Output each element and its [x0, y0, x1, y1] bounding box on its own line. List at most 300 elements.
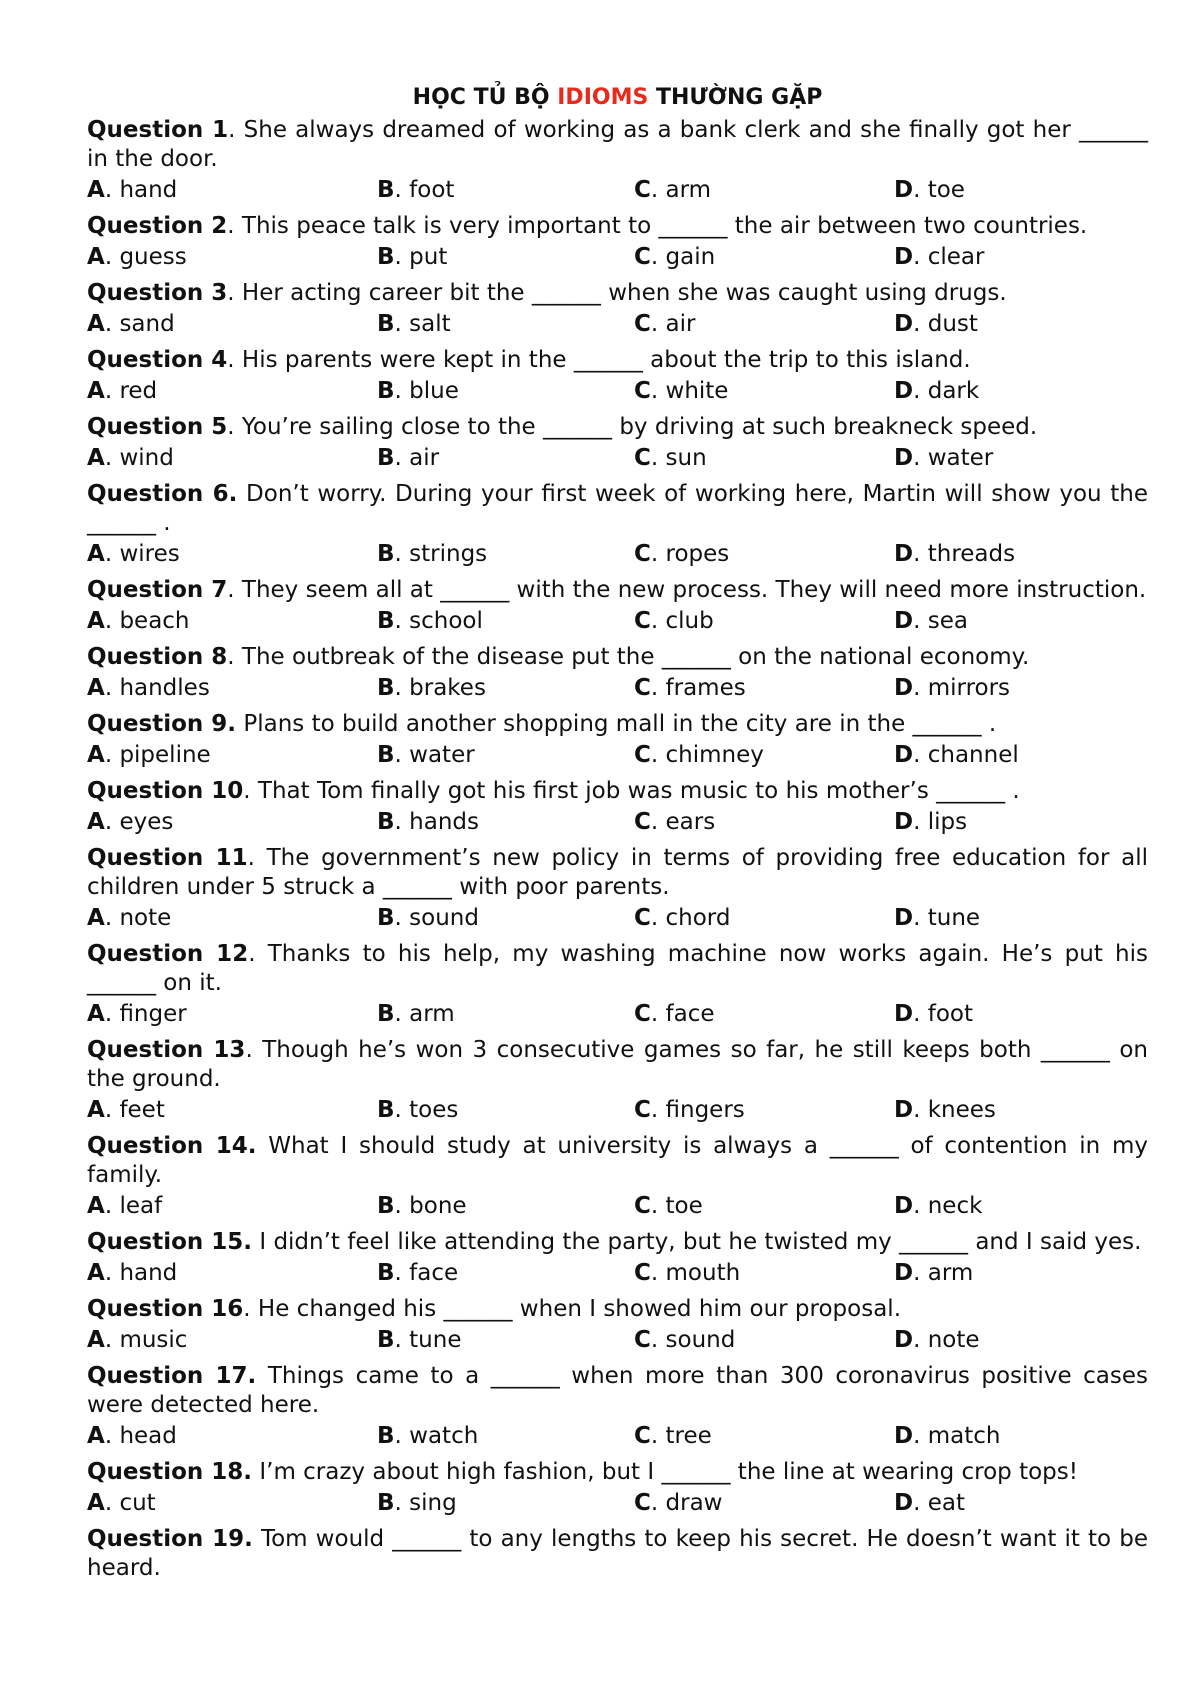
answer-option [377, 741, 634, 770]
option-text: gain [665, 244, 716, 270]
answer-option [87, 444, 377, 473]
option-text: eat [927, 1490, 965, 1516]
answer-option [87, 808, 377, 837]
answer-option [894, 1096, 1144, 1125]
option-letter: D [894, 809, 914, 835]
answer-option [894, 607, 1144, 636]
option-text: watch [409, 1423, 479, 1449]
option-text: strings [409, 541, 488, 567]
option-separator: . [913, 675, 928, 701]
option-text: handles [119, 675, 210, 701]
answer-option [377, 1326, 634, 1355]
option-letter: A [87, 541, 105, 567]
option-separator: . [650, 1490, 666, 1516]
answer-options [87, 1259, 1148, 1292]
option-separator: . [394, 1423, 410, 1449]
option-letter: B [377, 905, 395, 931]
answer-options [87, 444, 1148, 477]
answer-option [87, 1422, 377, 1451]
answer-option [377, 1422, 634, 1451]
question-body: His parents were kept in the ______ about the trip to this island. [241, 347, 971, 373]
option-text: tune [927, 905, 981, 931]
question-body: They seem all at ______ with the new process. They will need more instruction. [241, 577, 1147, 603]
option-letter: D [894, 177, 914, 203]
option-text: draw [665, 1490, 723, 1516]
option-separator: . [394, 905, 410, 931]
option-separator: . [913, 177, 928, 203]
option-letter: C [634, 1193, 651, 1219]
question-separator: . [227, 280, 242, 306]
option-letter: A [87, 742, 105, 768]
answer-options [87, 674, 1148, 707]
option-text: arm [927, 1260, 974, 1286]
question-separator: . [227, 347, 242, 373]
answer-option [894, 310, 1144, 339]
option-letter: D [894, 1097, 914, 1123]
option-text: white [665, 378, 729, 404]
answer-option [634, 1259, 894, 1288]
answer-options [87, 1489, 1148, 1522]
title-prefix: HỌC TỦ BỘ [412, 85, 558, 110]
answer-option [894, 674, 1144, 703]
option-letter: C [634, 608, 651, 634]
answer-options [87, 310, 1148, 343]
question-separator: . [227, 644, 242, 670]
option-text: bone [409, 1193, 467, 1219]
option-letter: D [894, 1490, 914, 1516]
option-letter: B [377, 1423, 395, 1449]
question-body: Thanks to his help, my washing machine now works again. He’s put his ______ on it. [87, 941, 1149, 996]
option-letter: D [894, 1260, 914, 1286]
question-body: Plans to build another shopping mall in the city are in the ______ . [243, 711, 997, 737]
option-separator: . [913, 742, 928, 768]
option-text: pipeline [119, 742, 211, 768]
question-text [87, 1458, 1148, 1487]
option-text: red [119, 378, 158, 404]
option-letter: B [377, 1327, 395, 1353]
option-separator: . [650, 1423, 666, 1449]
answer-option [634, 377, 894, 406]
option-separator: . [104, 1260, 120, 1286]
question-separator: . [243, 778, 258, 804]
option-text: ears [665, 809, 716, 835]
option-separator: . [394, 1490, 410, 1516]
answer-option [377, 674, 634, 703]
option-separator: . [394, 311, 410, 337]
answer-option [634, 808, 894, 837]
option-separator: . [394, 378, 410, 404]
answer-option [894, 1259, 1144, 1288]
option-letter: B [377, 1490, 395, 1516]
option-separator: . [650, 1260, 666, 1286]
answer-options [87, 1326, 1148, 1359]
option-separator: . [394, 1193, 410, 1219]
answer-option [894, 808, 1144, 837]
answer-option [87, 1192, 377, 1221]
option-separator: . [394, 244, 410, 270]
question-text [87, 1228, 1148, 1257]
option-letter: A [87, 244, 105, 270]
option-letter: D [894, 1193, 914, 1219]
answer-option [894, 243, 1144, 272]
answer-option [634, 904, 894, 933]
answer-option [87, 310, 377, 339]
option-text: lips [927, 809, 968, 835]
option-letter: B [377, 1097, 395, 1123]
option-text: beach [119, 608, 190, 634]
question-body: This peace talk is very important to ______ the air between two countries. [241, 213, 1088, 239]
answer-option [894, 741, 1144, 770]
option-text: hand [119, 177, 178, 203]
answer-options [87, 540, 1148, 573]
question-label: Question 9. [87, 711, 237, 737]
answer-option [894, 904, 1144, 933]
option-separator: . [394, 541, 410, 567]
option-separator: . [913, 311, 928, 337]
option-text: club [665, 608, 714, 634]
answer-option [634, 310, 894, 339]
option-text: face [665, 1001, 715, 1027]
answer-option [377, 310, 634, 339]
question-body: The outbreak of the disease put the ______ on the national economy. [241, 644, 1030, 670]
option-letter: D [894, 311, 914, 337]
option-separator: . [104, 177, 120, 203]
option-separator: . [650, 445, 666, 471]
option-text: foot [927, 1001, 973, 1027]
answer-option [377, 607, 634, 636]
option-letter: C [634, 1490, 651, 1516]
option-separator: . [394, 1260, 410, 1286]
question-label: Question 14. [87, 1133, 257, 1159]
option-separator: . [913, 1327, 928, 1353]
option-letter: B [377, 675, 395, 701]
option-separator: . [913, 445, 928, 471]
option-text: foot [409, 177, 455, 203]
option-text: brakes [409, 675, 486, 701]
answer-option [634, 444, 894, 473]
question-label: Question 5 [87, 414, 228, 440]
option-separator: . [104, 1327, 120, 1353]
answer-option [634, 540, 894, 569]
option-text: blue [409, 378, 459, 404]
answer-option [87, 674, 377, 703]
question-separator: . [243, 1296, 258, 1322]
question-body: Tom would ______ to any lengths to keep his secret. He doesn’t want it to be heard. [87, 1526, 1148, 1581]
question-separator [253, 1526, 261, 1552]
option-separator: . [650, 311, 666, 337]
question-separator: . [227, 577, 242, 603]
answer-option [894, 1192, 1144, 1221]
answer-option [634, 741, 894, 770]
option-letter: A [87, 1001, 105, 1027]
question-separator: . [247, 845, 267, 871]
answer-option [87, 540, 377, 569]
option-separator: . [650, 1327, 666, 1353]
option-separator: . [104, 742, 120, 768]
option-letter: B [377, 608, 395, 634]
question-separator: . [245, 1037, 263, 1063]
answer-option [634, 607, 894, 636]
option-text: feet [119, 1097, 165, 1123]
question-label: Question 10 [87, 778, 244, 804]
answer-options [87, 1096, 1148, 1129]
option-letter: A [87, 608, 105, 634]
question-body: I didn’t feel like attending the party, but he twisted my ______ and I said yes. [259, 1229, 1142, 1255]
answer-option [894, 540, 1144, 569]
option-text: music [119, 1327, 188, 1353]
option-text: threads [927, 541, 1016, 567]
option-separator: . [104, 1423, 120, 1449]
option-separator: . [104, 1193, 120, 1219]
option-text: chimney [665, 742, 764, 768]
option-separator: . [650, 1193, 666, 1219]
question-text [87, 480, 1148, 538]
question-text [87, 1525, 1148, 1583]
question-separator [237, 481, 246, 507]
option-letter: B [377, 177, 395, 203]
option-separator: . [394, 177, 410, 203]
option-letter: C [634, 311, 651, 337]
page-title [87, 83, 1148, 113]
option-separator: . [913, 1423, 928, 1449]
question-label: Question 19. [87, 1526, 253, 1552]
option-separator: . [650, 809, 666, 835]
option-text: mouth [665, 1260, 741, 1286]
option-separator: . [913, 1260, 928, 1286]
question-body: She always dreamed of working as a bank clerk and she finally got her ______ in the door. [87, 117, 1149, 172]
option-text: channel [927, 742, 1019, 768]
option-letter: D [894, 742, 914, 768]
option-separator: . [650, 905, 666, 931]
answer-options [87, 243, 1148, 276]
answer-option [87, 607, 377, 636]
answer-options [87, 1422, 1148, 1455]
option-separator: . [913, 608, 928, 634]
question-text [87, 710, 1148, 739]
option-separator: . [104, 675, 120, 701]
option-separator: . [650, 244, 666, 270]
question-body: He changed his ______ when I showed him our proposal. [257, 1296, 902, 1322]
question-body: Though he’s won 3 consecutive games so far, he still keeps both ______ on the ground. [87, 1037, 1149, 1092]
answer-option [894, 1326, 1144, 1355]
option-letter: C [634, 445, 651, 471]
option-text: eyes [119, 809, 174, 835]
option-letter: B [377, 445, 395, 471]
question-body: You’re sailing close to the ______ by driving at such breakneck speed. [241, 414, 1038, 440]
option-text: tune [409, 1327, 462, 1353]
option-text: frames [665, 675, 746, 701]
option-text: air [409, 445, 440, 471]
option-separator: . [394, 742, 410, 768]
option-text: face [409, 1260, 459, 1286]
option-letter: B [377, 244, 395, 270]
answer-option [87, 904, 377, 933]
option-separator: . [394, 1327, 410, 1353]
answer-option [634, 1192, 894, 1221]
answer-options [87, 741, 1148, 774]
option-text: wires [119, 541, 180, 567]
option-text: dust [927, 311, 978, 337]
option-letter: C [634, 1001, 651, 1027]
question-body: Her acting career bit the ______ when she was caught using drugs. [241, 280, 1007, 306]
question-text [87, 777, 1148, 806]
option-text: match [927, 1423, 1001, 1449]
option-letter: C [634, 177, 651, 203]
option-letter: A [87, 1327, 105, 1353]
question-label: Question 2 [87, 213, 228, 239]
question-body: Things came to a ______ when more than 300 coronavirus positive cases were detected here. [87, 1363, 1149, 1418]
question-text [87, 212, 1148, 241]
option-separator: . [394, 809, 410, 835]
option-text: leaf [119, 1193, 163, 1219]
option-separator: . [913, 1490, 928, 1516]
option-letter: B [377, 311, 395, 337]
option-letter: C [634, 1097, 651, 1123]
option-separator: . [104, 244, 120, 270]
option-separator: . [394, 1097, 410, 1123]
option-separator: . [394, 1001, 410, 1027]
question-label: Question 17. [87, 1363, 257, 1389]
option-letter: C [634, 378, 651, 404]
option-letter: D [894, 445, 914, 471]
question-text [87, 844, 1148, 902]
option-separator: . [650, 378, 666, 404]
answer-options [87, 1192, 1148, 1225]
question-body: Don’t worry. During your first week of working here, Martin will show you the ______ . [87, 481, 1148, 536]
answer-option [634, 243, 894, 272]
option-text: toe [665, 1193, 703, 1219]
option-letter: A [87, 1260, 105, 1286]
answer-option [377, 1489, 634, 1518]
option-text: ropes [665, 541, 730, 567]
option-text: arm [665, 177, 712, 203]
option-separator: . [650, 541, 666, 567]
option-letter: B [377, 541, 395, 567]
option-letter: C [634, 742, 651, 768]
answer-option [87, 1326, 377, 1355]
option-letter: C [634, 675, 651, 701]
option-letter: A [87, 177, 105, 203]
question-label: Question 13 [87, 1037, 246, 1063]
option-separator: . [104, 541, 120, 567]
answer-option [894, 1000, 1144, 1029]
answer-option [377, 243, 634, 272]
question-label: Question 18. [87, 1459, 253, 1485]
answer-option [634, 1096, 894, 1125]
option-text: guess [119, 244, 187, 270]
title-accent: IDIOMS [557, 85, 649, 110]
option-separator: . [913, 1097, 928, 1123]
option-separator: . [650, 608, 666, 634]
option-text: toe [927, 177, 965, 203]
option-separator: . [650, 1097, 666, 1123]
option-letter: C [634, 541, 651, 567]
option-letter: A [87, 1490, 105, 1516]
option-letter: A [87, 1097, 105, 1123]
option-text: school [409, 608, 483, 634]
question-label: Question 1 [87, 117, 229, 143]
option-separator: . [104, 378, 120, 404]
question-label: Question 15. [87, 1229, 253, 1255]
answer-option [377, 444, 634, 473]
answer-option [87, 243, 377, 272]
option-separator: . [913, 1193, 928, 1219]
question-label: Question 4 [87, 347, 228, 373]
option-separator: . [104, 1490, 120, 1516]
option-letter: D [894, 675, 914, 701]
option-text: dark [927, 378, 980, 404]
answer-option [894, 377, 1144, 406]
question-text [87, 116, 1148, 174]
question-text [87, 576, 1148, 605]
answer-options [87, 176, 1148, 209]
option-letter: D [894, 1327, 914, 1353]
answer-option [634, 1422, 894, 1451]
answer-options [87, 1000, 1148, 1033]
answer-options [87, 904, 1148, 937]
option-separator: . [650, 177, 666, 203]
answer-option [87, 741, 377, 770]
question-label: Question 8 [87, 644, 228, 670]
option-letter: D [894, 608, 914, 634]
option-separator: . [104, 1097, 120, 1123]
option-letter: D [894, 541, 914, 567]
question-label: Question 16 [87, 1296, 244, 1322]
option-letter: A [87, 311, 105, 337]
option-letter: A [87, 905, 105, 931]
option-letter: C [634, 244, 651, 270]
question-text [87, 1132, 1148, 1190]
answer-option [634, 1000, 894, 1029]
option-separator: . [104, 445, 120, 471]
answer-option [634, 176, 894, 205]
answer-option [894, 176, 1144, 205]
answer-option [377, 1192, 634, 1221]
answer-option [377, 904, 634, 933]
question-label: Question 6. [87, 481, 238, 507]
answer-option [87, 1489, 377, 1518]
question-body: I’m crazy about high fashion, but I ______ the line at wearing crop tops! [259, 1459, 1078, 1485]
answer-option [377, 377, 634, 406]
option-separator: . [913, 1001, 928, 1027]
answer-option [87, 1000, 377, 1029]
question-text [87, 1362, 1148, 1420]
option-separator: . [104, 311, 120, 337]
option-letter: A [87, 378, 105, 404]
option-text: knees [927, 1097, 996, 1123]
option-separator: . [104, 905, 120, 931]
option-text: finger [119, 1001, 187, 1027]
answer-option [634, 674, 894, 703]
option-text: toes [409, 1097, 459, 1123]
answer-option [894, 1422, 1144, 1451]
question-body: What I should study at university is always a ______ of contention in my family. [87, 1133, 1149, 1188]
option-separator: . [913, 378, 928, 404]
option-separator: . [394, 445, 410, 471]
option-letter: A [87, 809, 105, 835]
question-text [87, 1036, 1148, 1094]
option-letter: A [87, 1423, 105, 1449]
answer-option [87, 1096, 377, 1125]
option-text: chord [665, 905, 731, 931]
option-text: put [409, 244, 448, 270]
option-letter: D [894, 905, 914, 931]
answer-options [87, 808, 1148, 841]
answer-option [894, 444, 1144, 473]
option-letter: C [634, 1423, 651, 1449]
option-separator: . [104, 809, 120, 835]
answer-options [87, 377, 1148, 410]
